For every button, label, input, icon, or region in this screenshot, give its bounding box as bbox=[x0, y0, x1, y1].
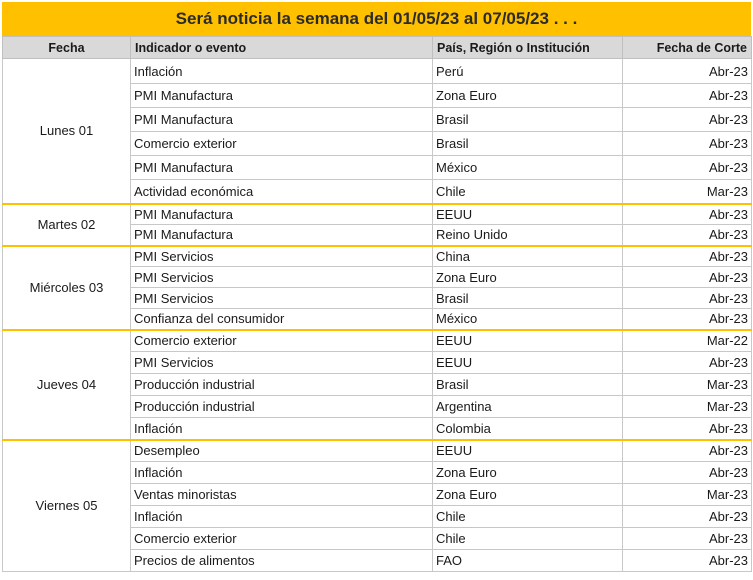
region-cell: Chile bbox=[433, 506, 623, 528]
region-cell: Brasil bbox=[433, 132, 623, 156]
cutoff-date-cell: Abr-23 bbox=[623, 225, 752, 246]
header-indicador: Indicador o evento bbox=[131, 37, 433, 59]
cutoff-date-cell: Abr-23 bbox=[623, 59, 752, 84]
events-table bbox=[2, 36, 752, 572]
region-cell: Brasil bbox=[433, 288, 623, 309]
region-cell: Brasil bbox=[433, 374, 623, 396]
indicator-cell: Inflación bbox=[131, 462, 433, 484]
region-cell: México bbox=[433, 156, 623, 180]
indicator-cell: Comercio exterior bbox=[131, 330, 433, 352]
cutoff-date-cell: Abr-23 bbox=[623, 550, 752, 572]
region-cell: Colombia bbox=[433, 418, 623, 440]
table-body bbox=[3, 59, 752, 572]
cutoff-date-cell: Mar-23 bbox=[623, 180, 752, 204]
indicator-cell: Desempleo bbox=[131, 440, 433, 462]
cutoff-date-cell: Abr-23 bbox=[623, 418, 752, 440]
cutoff-date-cell: Abr-23 bbox=[623, 462, 752, 484]
indicator-cell: PMI Servicios bbox=[131, 267, 433, 288]
indicator-cell: Precios de alimentos bbox=[131, 550, 433, 572]
day-cell: Miércoles 03 bbox=[3, 246, 131, 330]
day-cell: Viernes 05 bbox=[3, 440, 131, 572]
indicator-cell: PMI Servicios bbox=[131, 288, 433, 309]
cutoff-date-cell: Mar-23 bbox=[623, 484, 752, 506]
cutoff-date-cell: Abr-23 bbox=[623, 440, 752, 462]
indicator-cell: Inflación bbox=[131, 418, 433, 440]
header-fecha-corte: Fecha de Corte bbox=[623, 37, 752, 59]
region-cell: Chile bbox=[433, 180, 623, 204]
cutoff-date-cell: Abr-23 bbox=[623, 288, 752, 309]
table-title: Será noticia la semana del 01/05/23 al 07/05/23 . . . bbox=[2, 2, 751, 36]
region-cell: Brasil bbox=[433, 108, 623, 132]
indicator-cell: Confianza del consumidor bbox=[131, 309, 433, 330]
header-pais: País, Región o Institución bbox=[433, 37, 623, 59]
day-cell: Martes 02 bbox=[3, 204, 131, 246]
region-cell: Chile bbox=[433, 528, 623, 550]
region-cell: FAO bbox=[433, 550, 623, 572]
region-cell: EEUU bbox=[433, 352, 623, 374]
cutoff-date-cell: Abr-23 bbox=[623, 506, 752, 528]
region-cell: Zona Euro bbox=[433, 84, 623, 108]
indicator-cell: PMI Servicios bbox=[131, 246, 433, 267]
region-cell: EEUU bbox=[433, 330, 623, 352]
region-cell: Zona Euro bbox=[433, 484, 623, 506]
cutoff-date-cell: Abr-23 bbox=[623, 204, 752, 225]
cutoff-date-cell: Abr-23 bbox=[623, 84, 752, 108]
table-row bbox=[3, 246, 752, 267]
calendar-table-container bbox=[2, 2, 751, 572]
header-row bbox=[3, 37, 752, 59]
indicator-cell: Inflación bbox=[131, 59, 433, 84]
region-cell: Zona Euro bbox=[433, 267, 623, 288]
cutoff-date-cell: Abr-23 bbox=[623, 309, 752, 330]
table-row bbox=[3, 330, 752, 352]
cutoff-date-cell: Abr-23 bbox=[623, 352, 752, 374]
region-cell: Perú bbox=[433, 59, 623, 84]
indicator-cell: Comercio exterior bbox=[131, 528, 433, 550]
cutoff-date-cell: Abr-23 bbox=[623, 246, 752, 267]
day-cell: Jueves 04 bbox=[3, 330, 131, 440]
cutoff-date-cell: Abr-23 bbox=[623, 132, 752, 156]
day-cell: Lunes 01 bbox=[3, 59, 131, 204]
header-fecha: Fecha bbox=[3, 37, 131, 59]
cutoff-date-cell: Abr-23 bbox=[623, 156, 752, 180]
region-cell: Zona Euro bbox=[433, 462, 623, 484]
region-cell: Argentina bbox=[433, 396, 623, 418]
indicator-cell: PMI Servicios bbox=[131, 352, 433, 374]
indicator-cell: Producción industrial bbox=[131, 396, 433, 418]
indicator-cell: PMI Manufactura bbox=[131, 84, 433, 108]
region-cell: EEUU bbox=[433, 204, 623, 225]
cutoff-date-cell: Abr-23 bbox=[623, 528, 752, 550]
indicator-cell: PMI Manufactura bbox=[131, 204, 433, 225]
indicator-cell: Producción industrial bbox=[131, 374, 433, 396]
indicator-cell: PMI Manufactura bbox=[131, 108, 433, 132]
indicator-cell: PMI Manufactura bbox=[131, 225, 433, 246]
region-cell: EEUU bbox=[433, 440, 623, 462]
cutoff-date-cell: Abr-23 bbox=[623, 108, 752, 132]
indicator-cell: Comercio exterior bbox=[131, 132, 433, 156]
indicator-cell: PMI Manufactura bbox=[131, 156, 433, 180]
region-cell: Reino Unido bbox=[433, 225, 623, 246]
table-row bbox=[3, 59, 752, 84]
cutoff-date-cell: Mar-23 bbox=[623, 396, 752, 418]
table-row bbox=[3, 440, 752, 462]
table-row bbox=[3, 204, 752, 225]
cutoff-date-cell: Mar-23 bbox=[623, 374, 752, 396]
region-cell: México bbox=[433, 309, 623, 330]
region-cell: China bbox=[433, 246, 623, 267]
cutoff-date-cell: Abr-23 bbox=[623, 267, 752, 288]
indicator-cell: Ventas minoristas bbox=[131, 484, 433, 506]
cutoff-date-cell: Mar-22 bbox=[623, 330, 752, 352]
indicator-cell: Actividad económica bbox=[131, 180, 433, 204]
indicator-cell: Inflación bbox=[131, 506, 433, 528]
